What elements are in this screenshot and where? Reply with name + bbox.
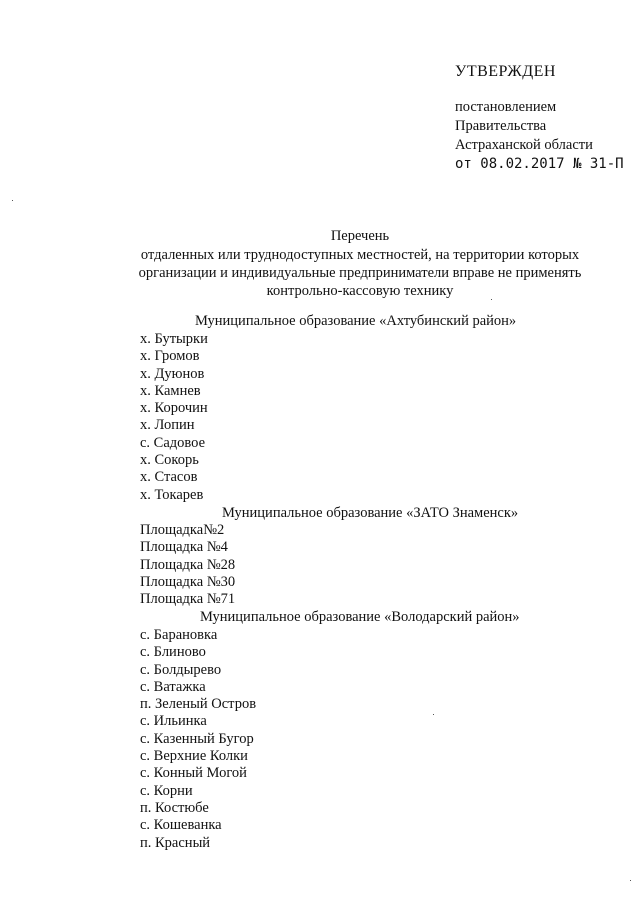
group-title-znamensk: Муниципальное образование «ЗАТО Знаменск»	[222, 505, 519, 521]
list-item: х. Токарев	[140, 486, 204, 503]
group-title-akhtubinsky: Муниципальное образование «Ахтубинский район»	[195, 313, 517, 329]
list-item: с. Кошеванка	[140, 817, 222, 834]
list-item: Площадка №71	[140, 591, 236, 608]
list-item: х. Корочин	[140, 400, 208, 417]
list-item: х. Громов	[140, 348, 200, 365]
list-item: х. Стасов	[140, 469, 198, 486]
locality-list-volodarsky	[140, 627, 256, 852]
approval-doc-ref: от 08.02.2017 № 31-П	[455, 156, 624, 172]
list-item: Площадка №4	[140, 539, 228, 556]
approval-line-1: постановлением	[455, 99, 557, 115]
document-title: Перечень	[330, 228, 390, 244]
list-item: с. Корни	[140, 782, 193, 799]
list-item: с. Барановка	[140, 627, 218, 643]
document-heading	[100, 227, 620, 300]
list-item: п. Зеленый Остров	[140, 696, 257, 713]
list-item: с. Казенный Бугор	[140, 730, 254, 747]
list-item: с. Ватажка	[140, 678, 206, 695]
approval-line-3: Астраханской области	[455, 137, 593, 153]
scan-speck	[491, 299, 492, 300]
approval-title: УТВЕРЖДЕН	[455, 63, 556, 80]
list-item: с. Болдырево	[140, 661, 222, 678]
list-item: п. Костюбе	[140, 799, 209, 816]
approval-block	[455, 62, 635, 174]
list-item: х. Сокорь	[140, 452, 199, 469]
heading-line-2: организации и индивидуальные предприниматели вправе не применять	[138, 265, 582, 281]
list-item: Площадка№2	[140, 522, 225, 538]
list-item: х. Лопин	[140, 417, 195, 434]
group-title-volodarsky: Муниципальное образование «Володарский район»	[200, 609, 520, 625]
list-item: с. Верхние Колки	[140, 748, 248, 765]
scan-speck	[433, 714, 434, 715]
list-item: с. Ильинка	[140, 713, 207, 730]
locality-list-akhtubinsky	[140, 331, 208, 504]
heading-line-1: отдаленных или труднодоступных местностей, на территории которых	[140, 247, 580, 263]
list-item: с. Конный Могой	[140, 765, 247, 782]
list-item: Площадка №30	[140, 573, 236, 590]
list-item: х. Камнев	[140, 382, 201, 399]
list-item: с. Садовое	[140, 434, 206, 451]
approval-line-2: Правительства	[455, 118, 547, 134]
list-item: с. Блиново	[140, 644, 206, 661]
heading-line-3: контрольно-кассовую технику	[266, 283, 454, 299]
scan-speck	[12, 200, 13, 201]
list-item: п. Красный	[140, 834, 211, 851]
list-item: х. Дуюнов	[140, 365, 205, 382]
list-item: х. Бутырки	[140, 331, 208, 347]
scan-speck	[630, 880, 631, 881]
list-item: Площадка №28	[140, 556, 236, 573]
locality-list-znamensk	[140, 522, 235, 608]
approval-details	[455, 98, 635, 174]
